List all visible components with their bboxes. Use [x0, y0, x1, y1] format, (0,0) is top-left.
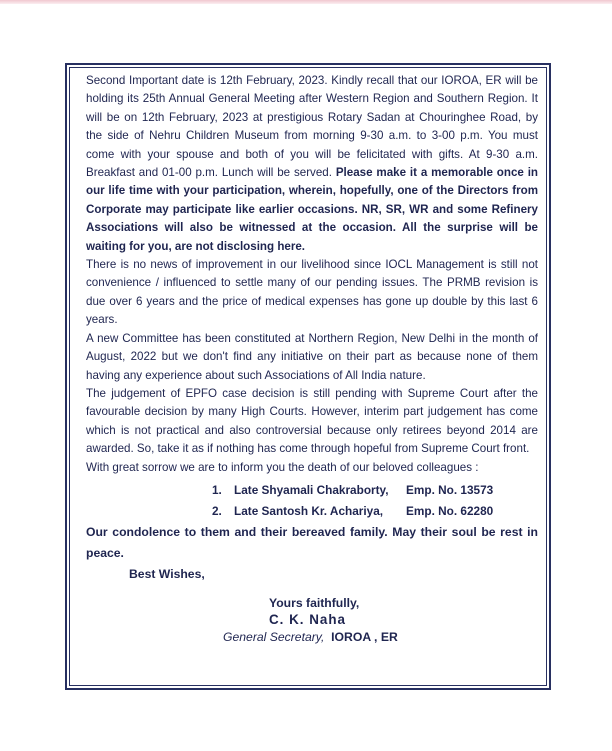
livelihood-paragraph: There is no news of improvement in our livelihood since IOCL Management is still not convenience / influenced to settle many of our pending issues. The PRMB revision is due over 6 years and the price of medical expenses has gone up double by this last 6 years. [86, 258, 538, 327]
agm-paragraph [86, 72, 538, 256]
committee-paragraph: A new Committee has been constituted at Northern Region, New Delhi in the month of August, 2022 but we don't find any initiative on their part as because none of them having any experience about such Associations of All India nature. [86, 331, 538, 382]
top-edge-rule [0, 0, 612, 4]
condolence-message: Our condolence to them and their bereaved family. May their soul be rest in peace. [86, 524, 538, 560]
designation-title: General Secretary, [223, 629, 325, 644]
obituary-name: Late Santosh Kr. Achariya, [234, 503, 384, 518]
signatory-name: C. K. Naha [269, 611, 346, 627]
agm-invitation: Please make it a memorable once in our life time with your participation, wherein, hopefully, one of the Directors from Corporate may participate like earlier occasions. NR, SR, WR and some Refinery Associations will also be witnessed at the occasion. All the surprise will be waiting for you, are not disclosing here. [86, 166, 538, 253]
signatory-designation [223, 629, 538, 646]
obituary-emp-no: Emp. No. 13573 [406, 482, 494, 497]
organization-name: IOROA , ER [331, 629, 398, 644]
obituary-number: 2. [212, 503, 222, 518]
obituary-item [86, 480, 538, 501]
best-wishes: Best Wishes, [129, 566, 205, 581]
obituary-emp-no: Emp. No. 62280 [406, 503, 494, 518]
obituary-intro: With great sorrow we are to inform you the death of our beloved colleagues : [86, 460, 479, 474]
epfo-paragraph: The judgement of EPFO case decision is still pending with Supreme Court after the favourable decision by many High Courts. However, interim part judgement has come which is not practical and also controversial because only retirees beyond 2014 are awarded. So, take it as if nothing has come through hopeful from Supreme Court front. [86, 386, 538, 456]
agm-details: Second Important date is 12th February, 2023. Kindly recall that our IOROA, ER will be holding its 25th Annual General Meeting after Western Region and Southern Region. It will be on 12th February, 2023 at prestigious Rotary Sadan at Chouringhee Road, by the side of Nehru Children Museum from morning 9-30 a.m. to 3-00 p.m. You must come with your spouse and both of you will be felicitated with gifts. At 9-30 a.m. Breakfast and 01-00 p.m. Lunch will be served. [86, 74, 538, 180]
obituary-item [86, 501, 538, 522]
obituary-number: 1. [212, 482, 222, 497]
obituary-name: Late Shyamali Chakraborty, [234, 482, 389, 497]
letter-body [86, 72, 538, 646]
closing-salutation: Yours faithfully, [269, 595, 360, 610]
